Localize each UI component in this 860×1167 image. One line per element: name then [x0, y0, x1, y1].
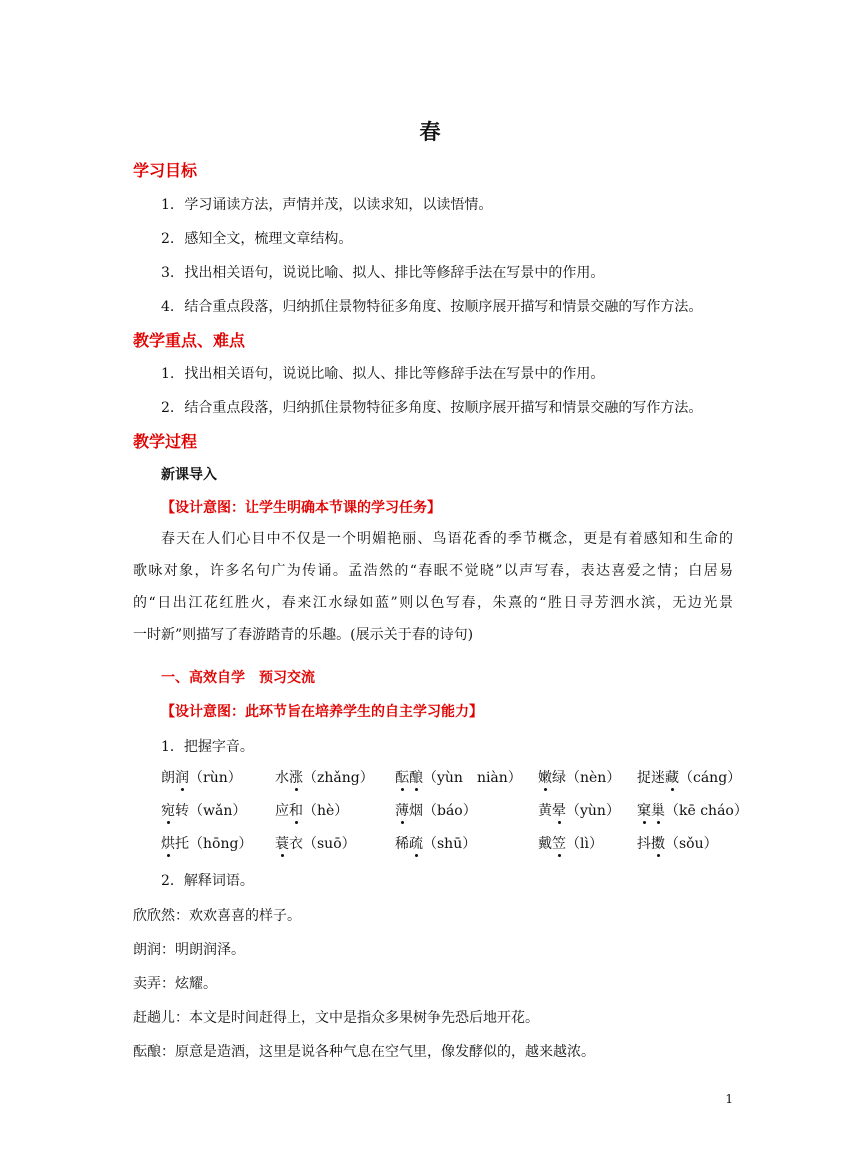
- document-title: 春: [419, 120, 441, 144]
- page-number: 1: [725, 1092, 733, 1106]
- pinyin-entry: 水涨（zhǎng）: [275, 767, 374, 787]
- pinyin-entry: 窠巢（kē cháo）: [637, 800, 748, 820]
- definition: 酝酿：原意是造酒，这里是说各种气息在空气里，像发酵似的，越来越浓。: [133, 1044, 595, 1060]
- pinyin-entry: 黄晕（yùn）: [538, 800, 620, 820]
- paragraph-line: 的“日出江花红胜火，春来江水绿如蓝”则以色写春，朱熹的“胜日寻芳泗水滨，无边光景: [133, 595, 733, 611]
- definition: 朗润：明朗润泽。: [133, 942, 245, 958]
- intro-paragraph: [133, 523, 733, 651]
- paragraph-line: 春天在人们心目中不仅是一个明媚艳丽、鸟语花香的季节概念，更是有着感知和生命的: [161, 531, 733, 547]
- pinyin-entry: 嫩绿（nèn）: [538, 767, 620, 787]
- pinyin-entry: 抖擞（sǒu）: [637, 833, 718, 853]
- objective-item: 3. 找出相关语句，说说比喻、拟人、排比等修辞手法在写景中的作用。: [161, 265, 605, 281]
- keypoint-item: 2. 结合重点段落，归纳抓住景物特征多角度、按顺序展开描写和情景交融的写作方法。: [161, 400, 703, 416]
- pinyin-entry: 酝酿（yùn niàn）: [395, 767, 522, 787]
- objectives-heading: 学习目标: [133, 161, 198, 180]
- design-intent-2: 【设计意图：此环节旨在培养学生的自主学习能力】: [161, 704, 483, 720]
- definition: 卖弄：炫耀。: [133, 976, 217, 992]
- design-intent-1: 【设计意图：让学生明确本节课的学习任务】: [161, 500, 441, 516]
- objective-item: 1. 学习诵读方法，声情并茂，以读求知，以读悟情。: [161, 197, 493, 213]
- paragraph-line: 歌咏对象，许多名句广为传诵。孟浩然的“春眠不觉晓”以声写春，表达喜爱之情；白居易: [133, 563, 733, 579]
- process-heading: 教学过程: [133, 432, 198, 451]
- pinyin-entry: 稀疏（shū）: [395, 833, 476, 853]
- pinyin-entry: 薄烟（báo）: [395, 800, 477, 820]
- task-2: 2．解释词语。: [161, 873, 254, 889]
- definition: 欣欣然：欢欢喜喜的样子。: [133, 908, 301, 924]
- pinyin-entry: 应和（hè）: [275, 800, 348, 820]
- pinyin-entry: 烘托（hōng）: [161, 833, 252, 853]
- pinyin-entry: 戴笠（lì）: [538, 833, 603, 853]
- paragraph-line: 一时新”则描写了春游踏青的乐趣。(展示关于春的诗句): [133, 627, 474, 643]
- keypoint-item: 1. 找出相关语句，说说比喻、拟人、排比等修辞手法在写景中的作用。: [161, 366, 605, 382]
- pinyin-entry: 蓑衣（suō）: [275, 833, 356, 853]
- pinyin-entry: 朗润（rùn）: [161, 767, 242, 787]
- task-1: 1．把握字音。: [161, 739, 254, 755]
- pinyin-entry: 宛转（wǎn）: [161, 800, 246, 820]
- intro-label: 新课导入: [161, 467, 217, 483]
- definition: 赶趟儿：本文是时间赶得上，文中是指众多果树争先恐后地开花。: [133, 1010, 539, 1026]
- objective-item: 2. 感知全文，梳理文章结构。: [161, 231, 353, 247]
- objective-item: 4. 结合重点段落，归纳抓住景物特征多角度、按顺序展开描写和情景交融的写作方法。: [161, 299, 703, 315]
- pinyin-entry: 捉迷藏（cáng）: [637, 767, 741, 787]
- keypoints-heading: 教学重点、难点: [133, 331, 246, 350]
- section-1-heading: 一、高效自学 预习交流: [161, 670, 315, 686]
